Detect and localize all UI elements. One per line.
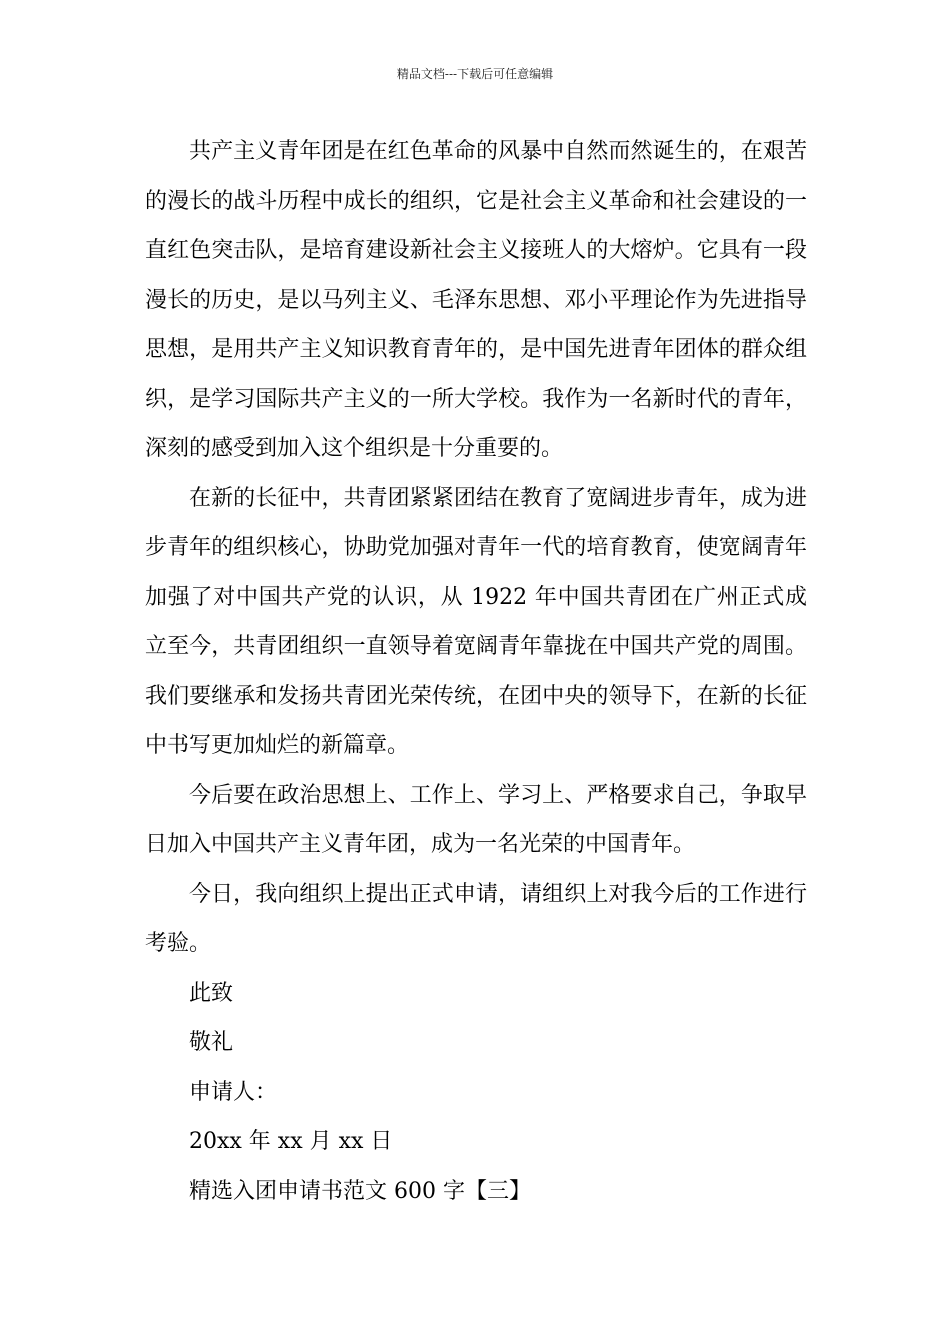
- closing-salutation: 此致: [189, 980, 234, 1006]
- closing-respect: 敬礼: [189, 1030, 234, 1055]
- next-section-title: 精选入团申请书范文 600 字【三】: [189, 1178, 531, 1204]
- paragraph-3: 今后要在政治思想上、工作上、学习上、严格要求自己，争取早日加入中国共产主义青年团，成为一名光荣的中国青年。: [145, 782, 807, 857]
- applicant-label: 申请人：: [189, 1079, 278, 1105]
- paragraph-1: 共产主义青年团是在红色革命的风暴中自然而然诞生的，在艰苦的漫长的战斗历程中成长的组织，它是社会主义革命和社会建设的一直红色突击队，是培育建设新社会主义接班人的大熔炉。它具有一段漫长的历史，是以马列主义、毛泽东思想、邓小平理论作为先进指导思想，是用共产主义知识教育青年的，是中国先进青年团体的群众组织，是学习国际共产主义的一所大学校。我作为一名新时代的青年，深刻的感受到加入这个组织是十分重要的。: [145, 139, 807, 461]
- date-line: 20xx 年 xx 月 xx 日: [189, 1129, 393, 1154]
- paragraph-4: 今日，我向组织上提出正式申请，请组织上对我今后的工作进行考验。: [145, 881, 807, 956]
- paragraph-2: 在新的长征中，共青团紧紧团结在教育了宽阔进步青年，成为进步青年的组织核心，协助党加强对青年一代的培育教育，使宽阔青年加强了对中国共产党的认识，从 1922 年中国共青团在广州正式成立至今，共青团组织一直领导着宽阔青年靠拢在中国共产党的周围。我们要继承和发扬共青团光荣传统，在团中央的领导下，在新的长征中书写更加灿烂的新篇章。: [145, 485, 807, 758]
- page-header: 精品文档---下载后可任意编辑: [396, 67, 554, 81]
- document-body: [145, 127, 807, 1216]
